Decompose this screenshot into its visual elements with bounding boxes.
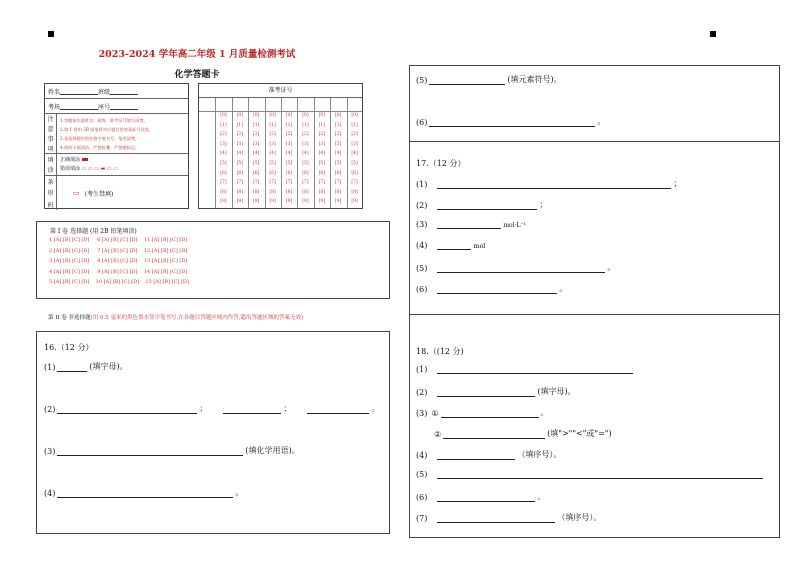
corner-marker-left [48,31,54,37]
exam-id-digit-bubble[interactable]: [6] [351,170,358,176]
exam-id-digit-bubble[interactable]: [0] [351,113,358,118]
q17-4-blank[interactable] [437,241,471,250]
q18-7-blank[interactable] [437,514,555,523]
room-field[interactable] [60,103,98,110]
q18-3-hint: (填">""<"或"=") [547,429,612,438]
exam-id-digit-bubble[interactable]: [4] [253,151,260,157]
separator: ； [539,200,548,209]
exam-id-digit-bubble[interactable]: [8] [220,189,227,195]
q16-1-blank[interactable] [57,363,87,372]
exam-id-digit-bubble[interactable]: [2] [253,132,260,138]
exam-id-digit-bubble[interactable]: [3] [285,141,293,147]
exam-id-digit-column[interactable] [330,111,346,207]
fill-example-row [45,154,188,176]
separator: ； [673,179,682,188]
exam-id-digit-bubble[interactable]: [6] [220,170,227,176]
exam-id-digit-bubble[interactable]: [6] [285,170,293,176]
exam-id-digit-bubble[interactable]: [6] [302,170,309,176]
q18-3-circle-1: ① [431,409,439,418]
exam-id-digit-bubble[interactable]: [1] [351,122,358,128]
exam-id-title: 准考证号 [199,84,362,98]
exam-id-digit-bubble[interactable]: [7] [335,180,342,186]
exam-id-digit-bubble[interactable]: [6] [318,170,325,176]
seat-field[interactable] [110,103,138,110]
section2-header [48,313,303,321]
q16-6-num: (6) [416,118,428,127]
exam-id-digit-bubble[interactable]: [9] [285,199,293,205]
q16-answer-box [36,331,390,534]
exam-id-digit-bubble[interactable]: [6] [269,170,276,176]
q17-3-num: (3) [416,220,428,229]
exam-id-digit-bubble[interactable]: [2] [269,132,276,138]
barcode-area: ▭ (考生禁填) [73,189,114,198]
exam-id-digit-bubble[interactable]: [7] [236,180,243,186]
q16-5-blank[interactable] [429,76,505,85]
q18-7-num: (7) [416,514,428,523]
exam-id-digit-bubble[interactable]: [0] [335,113,342,118]
choice-section [36,221,390,299]
exam-id-digit-bubble[interactable]: [7] [302,180,309,186]
exam-id-digit-bubble[interactable]: [5] [318,160,325,166]
exam-id-digit-bubble[interactable]: [7] [351,180,358,186]
q17-1-blank[interactable] [437,180,671,189]
exam-id-digit-bubble[interactable]: [3] [302,141,309,147]
exam-id-digit-bubble[interactable]: [2] [335,132,342,138]
q16-2-blank-b[interactable] [223,405,281,414]
section2-instruction: (用 0.5 毫米的黑色墨水签字笔书写,在各题目答题区域内作答,超出答题区域的答案无效) [90,315,304,321]
choice-row[interactable]: 3 [A] [B] [C] [D] 8 [A] [B] [C] [D] 13 [A] [B] [C] [D] [49,258,188,265]
q18-6-num: (6) [416,493,428,502]
exam-id-digit-bubble[interactable]: [0] [220,113,227,118]
q17-6-num: (6) [416,285,428,294]
exam-id-digit-bubble[interactable]: [9] [253,199,260,205]
exam-id-digit-bubble[interactable]: [8] [302,189,309,195]
exam-id-digit-bubble[interactable]: [8] [253,189,260,195]
q18-3-blank-2[interactable] [443,430,545,439]
q16-1-hint: (填字母)。 [89,362,128,371]
exam-id-digit-bubble[interactable]: [4] [351,151,358,157]
corner-marker-right [710,31,716,37]
exam-id-digit-bubble[interactable]: [8] [335,189,342,195]
q16-4-blank[interactable] [57,489,233,498]
exam-id-digit-bubble[interactable]: [2] [351,132,358,138]
exam-id-digit-bubble[interactable]: [1] [269,122,276,128]
exam-id-digit-column[interactable] [215,111,231,207]
exam-id-digit-bubble[interactable]: [5] [302,160,309,166]
exam-id-digit-bubble[interactable]: [0] [285,113,293,118]
exam-id-digit-column[interactable] [281,111,297,207]
exam-id-digit-bubble[interactable]: [9] [269,199,276,205]
fill-label: 填 涂 [45,154,57,175]
q17-5-blank[interactable] [437,264,605,273]
exam-id-digit-bubble[interactable]: [0] [318,113,325,118]
q17-3-blank[interactable] [437,220,501,229]
exam-id-digit-bubble[interactable]: [3] [318,141,325,147]
exam-id-digit-bubble[interactable]: [8] [236,189,243,195]
right-answer-box [409,65,780,538]
exam-id-digit-bubble[interactable]: [7] [269,180,276,186]
room-seat-row [45,99,188,114]
q18-3-blank-1[interactable] [441,409,539,418]
q18-2-num: (2) [416,388,428,397]
choice-row[interactable]: 5 [A] [B] [C] [D] 10 [A] [B] [C] [D] 15 [A] [B] [C] [D] [49,279,189,286]
exam-id-digit-bubble[interactable]: [7] [285,180,293,186]
q17-4-unit: mol [473,242,486,250]
period: 。 [607,263,616,272]
exam-id-digit-bubble[interactable]: [9] [302,199,309,205]
class-field[interactable] [110,88,138,95]
exam-id-digit-bubble[interactable]: [0] [302,113,309,118]
exam-id-digit-bubble[interactable]: [8] [285,189,293,195]
exam-id-digit-bubble[interactable]: [9] [318,199,325,205]
q18-2-hint: (填字母)。 [537,387,576,396]
exam-id-digit-bubble[interactable]: [9] [335,199,342,205]
q18-5-num: (5) [416,470,428,479]
exam-id-digit-bubble[interactable]: [7] [318,180,325,186]
choice-section-title: 第 I 卷 选择题 (用 2B 铅笔填涂) [50,228,137,235]
seat-label: 座号 [98,103,111,111]
q18-4-blank[interactable] [437,451,515,460]
separator: ； [199,404,208,413]
q17-title: 17.（12 分） [416,159,466,168]
q18-title: 18.（(12 分) [416,347,464,356]
exam-id-digit-column[interactable] [314,111,330,207]
q18-4-hint: （填序号）。 [517,450,562,459]
choice-row[interactable]: 4 [A] [B] [C] [D] 9 [A] [B] [C] [D] 14 [A] [B] [C] [D] [49,268,188,275]
exam-id-digit-bubble[interactable]: [3] [253,141,260,147]
q16-5-num: (5) [416,76,428,85]
exam-id-digit-bubble[interactable]: [4] [236,151,243,157]
student-info-box [44,83,189,209]
exam-id-digit-bubble[interactable]: [3] [351,141,358,147]
q17-6-blank[interactable] [437,285,557,294]
exam-id-digit-bubble[interactable]: [4] [269,151,276,157]
q18-3-circle-2: ② [434,430,442,439]
period: 。 [540,408,549,417]
q16-4-num: (4) [44,489,56,498]
exam-id-digit-bubble[interactable]: [8] [351,189,358,195]
exam-id-digit-column[interactable] [347,111,363,207]
choice-row[interactable]: 2 [A] [B] [C] [D] 7 [A] [B] [C] [D] 12 [A] [B] [C] [D] [49,247,188,254]
exam-id-digit-bubble[interactable]: [0] [253,113,260,118]
exam-id-digit-column[interactable] [297,111,313,207]
q17-3-unit: mol·L⁻¹ [503,222,527,229]
exam-id-digit-bubble[interactable]: [7] [253,180,260,186]
q16-title: 16.（12 分） [44,343,94,352]
q16-2-blank-c[interactable] [307,405,369,414]
exam-id-digit-bubble[interactable]: [4] [285,151,293,157]
wrong-fill-example: 错误填涂 ▭ ▭ ▭ ▬ ▭ ▭ [60,166,118,172]
exam-id-digit-column[interactable] [232,111,248,207]
exam-id-digit-bubble[interactable]: [9] [220,199,227,205]
notice-row [45,114,188,154]
exam-id-digit-bubble[interactable]: [4] [335,151,342,157]
q16-2-num: (2) [44,405,56,414]
exam-id-digit-bubble[interactable]: [8] [318,189,325,195]
exam-id-digit-bubble[interactable]: [2] [302,132,309,138]
exam-id-digit-bubble[interactable]: [0] [236,113,243,118]
exam-id-digit-bubble[interactable]: [2] [285,132,293,138]
exam-id-digit-bubble[interactable]: [1] [253,122,260,128]
notice-label: 注 意 事 项 [45,114,57,153]
choice-row[interactable]: 1 [A] [B] [C] [D] 6 [A] [B] [C] [D] 11 [A] [B] [C] [D] [49,237,188,243]
exam-id-digit-column[interactable] [248,111,264,207]
exam-id-digit-bubble[interactable]: [2] [220,132,227,138]
exam-id-digit-bubble[interactable]: [9] [351,199,358,205]
q17-1-num: (1) [416,180,428,189]
exam-id-digit-bubble[interactable]: [3] [269,141,276,147]
q17-2-blank[interactable] [437,201,537,210]
q16-1-num: (1) [44,363,56,372]
separator: ； [283,404,292,413]
exam-id-digit-bubble[interactable]: [6] [253,170,260,176]
exam-id-digit-bubble[interactable]: [6] [335,170,342,176]
exam-id-digit-bubble[interactable]: [1] [302,122,309,128]
name-field[interactable] [60,88,98,95]
exam-id-digit-column[interactable] [265,111,281,207]
exam-id-digit-bubble[interactable]: [5] [285,160,293,166]
exam-id-digit-bubble[interactable]: [4] [302,151,309,157]
q18-3-num: (3) [416,409,428,418]
exam-id-digit-bubble[interactable]: [2] [236,132,243,138]
q16-6-blank[interactable] [429,118,595,127]
q18-5-blank[interactable] [437,470,763,479]
exam-id-digit-bubble[interactable]: [1] [220,122,227,128]
exam-id-digit-bubble[interactable]: [1] [285,122,293,128]
q17-2-num: (2) [416,201,428,210]
exam-id-digit-bubble[interactable]: [2] [318,132,325,138]
exam-id-digit-bubble[interactable]: [5] [351,160,358,166]
exam-title: 2023-2024 学年高二年级 1 月质量检测考试 [98,49,296,60]
exam-id-digit-bubble[interactable]: [3] [335,141,342,147]
q16-3-hint: (填化学用语)。 [245,446,300,455]
q18-1-blank[interactable] [437,365,633,374]
q17-4-num: (4) [416,241,428,250]
period: 。 [371,404,380,413]
q16-2-blank-a[interactable] [57,405,197,414]
exam-id-digit-bubble[interactable]: [4] [220,151,227,157]
exam-id-digit-bubble[interactable]: [3] [220,141,227,147]
q16-5-hint: (填元素符号)。 [507,75,562,84]
q17-5-num: (5) [416,264,428,273]
period: 。 [235,488,244,497]
exam-id-digit-bubble[interactable]: [1] [318,122,325,128]
exam-id-digit-bubble[interactable]: [8] [269,189,276,195]
q18-7-hint: （填序号）。 [557,513,602,522]
exam-id-digit-bubble[interactable]: [9] [236,199,243,205]
exam-id-digit-bubble[interactable]: [0] [269,113,276,118]
exam-id-digit-bubble[interactable]: [1] [335,122,342,128]
exam-id-digit-bubble[interactable]: [1] [236,122,243,128]
room-label: 考场 [48,103,61,111]
exam-id-digit-bubble[interactable]: [5] [335,160,342,166]
correct-fill-example: 正确填涂 [60,156,118,165]
barcode-label: 条 形 码 [45,176,57,210]
q16-3-num: (3) [44,447,56,456]
period: 。 [597,117,606,126]
period: 。 [537,492,546,501]
name-label: 姓名 [48,88,61,96]
answer-card-title: 化学答题卡 [174,70,220,80]
barcode-row [45,176,188,210]
exam-id-digit-bubble[interactable]: [5] [220,160,227,166]
exam-id-digit-bubble[interactable]: [5] [269,160,276,166]
exam-id-digit-bubble[interactable]: [3] [236,141,243,147]
name-class-row [45,84,188,99]
q18-1-num: (1) [416,365,428,374]
q18-2-blank[interactable] [437,388,535,397]
exam-id-digit-bubble[interactable]: [5] [253,160,260,166]
section2-label: 第 II 卷 非选择题 [48,315,91,321]
period: 。 [559,284,568,293]
class-label: 班级 [98,88,111,96]
exam-id-digit-bubble[interactable]: [5] [236,160,243,166]
q16-3-blank[interactable] [57,447,243,456]
notice-text: 1.答题前先填姓名、班级、准考证号填写清楚。 2.第 1 卷用 2B 铅笔将对应题目的答案标号涂黑。 3.非选择题用黑色签字笔书写，笔迹清楚。 4.保持卡面清洁，严禁折叠，严禁做标记。 [60,118,154,150]
exam-id-digit-bubble[interactable]: [6] [236,170,243,176]
q18-6-blank[interactable] [437,493,535,502]
exam-id-digit-bubble[interactable]: [7] [220,180,227,186]
exam-id-digit-bubble[interactable]: [4] [318,151,325,157]
q18-4-num: (4) [416,451,428,460]
exam-id-grid [198,83,363,209]
